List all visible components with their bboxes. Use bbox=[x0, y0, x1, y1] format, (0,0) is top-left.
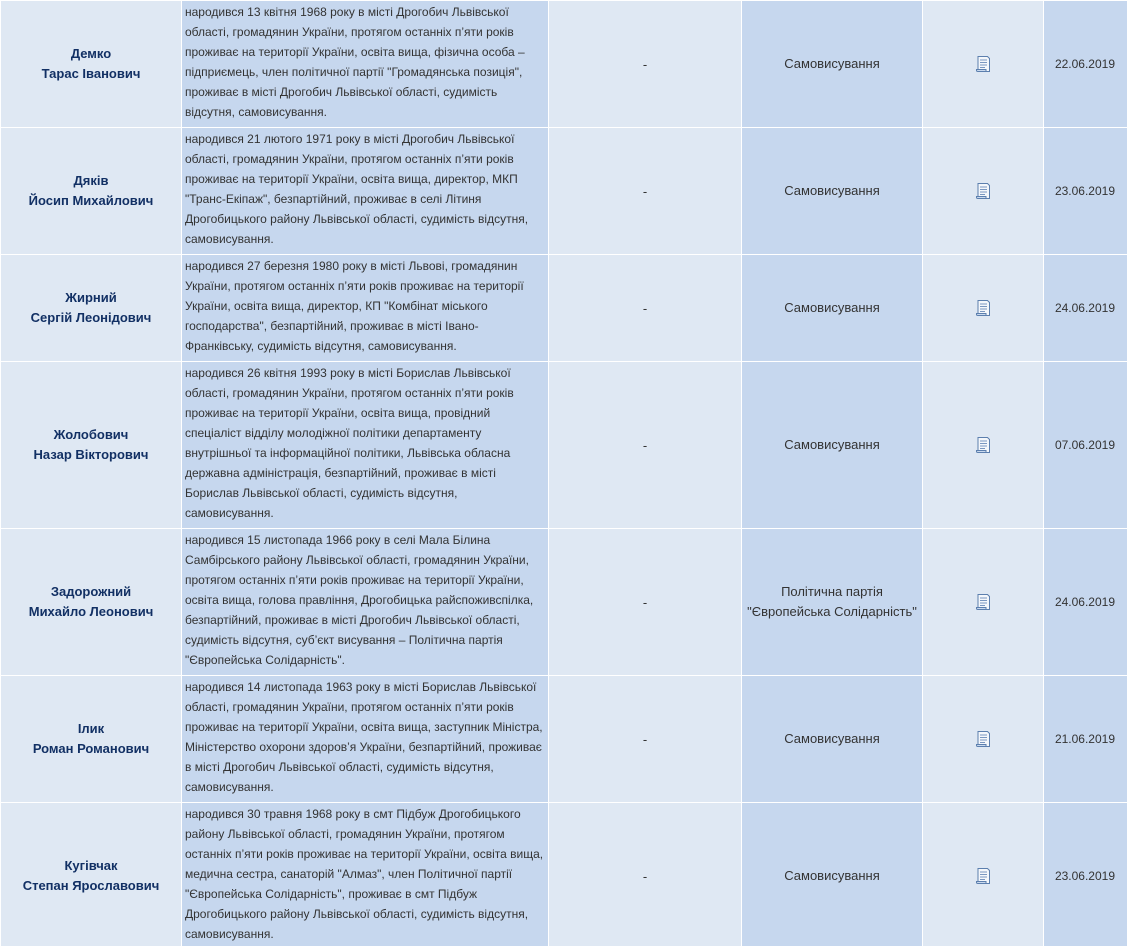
candidate-surname: Дяків bbox=[73, 173, 109, 188]
candidate-biography: народився 21 лютого 1971 року в місті Дрогобич Львівської області, громадянин України, протягом останніх п’яти років проживає на території України, освіта вища, директор, МКП "Транс-Екіпаж", безпартійний, проживає в селі Літиня Дрогобицького району Львівської області, судимість відсутня, самовисування. bbox=[182, 128, 549, 255]
candidate-document-cell bbox=[923, 803, 1044, 946]
candidate-empty-value: - bbox=[549, 255, 742, 362]
candidate-given-names: Сергій Леонідович bbox=[30, 310, 152, 325]
candidate-given-names: Роман Романович bbox=[32, 741, 150, 756]
candidate-name-cell bbox=[1, 676, 182, 803]
candidate-name-cell bbox=[1, 1, 182, 128]
candidate-surname: Жирний bbox=[65, 290, 117, 305]
candidate-biography: народився 15 листопада 1966 року в селі Мала Білина Самбірського району Львівської області, громадянин України, протягом останніх п’яти років проживає на території України, освіта вища, голова правління, Дрогобицька райспоживспілка, безпартійний, проживає в місті Дрогобич Львівської області, судимість відсутня, суб’єкт висування – Політична партія "Європейська Солідарність". bbox=[182, 529, 549, 676]
candidate-empty-value: - bbox=[549, 362, 742, 529]
candidate-biography: народився 13 квітня 1968 року в місті Дрогобич Львівської області, громадянин України, протягом останніх п’яти років проживає на території України, освіта вища, фізична особа – підприємець, член політичної партії "Громадянська позиція", проживає в місті Дрогобич Львівської області, судимість відсутня, самовисування. bbox=[182, 1, 549, 128]
candidate-document-cell bbox=[923, 255, 1044, 362]
candidate-registration-date: 23.06.2019 bbox=[1044, 128, 1128, 255]
candidate-registration-date: 21.06.2019 bbox=[1044, 676, 1128, 803]
candidate-row bbox=[1, 128, 1128, 255]
candidate-nominator: Самовисування bbox=[742, 362, 923, 529]
candidate-given-names: Йосип Михайлович bbox=[28, 193, 154, 208]
candidate-document-cell bbox=[923, 529, 1044, 676]
document-icon[interactable] bbox=[975, 867, 991, 885]
candidate-biography: народився 30 травня 1968 року в смт Підбуж Дрогобицького району Львівської області, громадянин України, протягом останніх п’яти років проживає на території України, освіта вища, медична сестра, санаторій "Алмаз", член Політичної партії "Європейська Солідарність", проживає в смт Підбуж Дрогобицького району Львівської області, судимість відсутня, самовисування. bbox=[182, 803, 549, 946]
candidate-nominator: Самовисування bbox=[742, 1, 923, 128]
candidate-given-names: Степан Ярославович bbox=[22, 878, 160, 893]
candidate-surname: Демко bbox=[70, 46, 112, 61]
candidate-document-cell bbox=[923, 676, 1044, 803]
candidate-name-cell bbox=[1, 529, 182, 676]
candidate-registration-date: 23.06.2019 bbox=[1044, 803, 1128, 946]
candidate-registration-date: 22.06.2019 bbox=[1044, 1, 1128, 128]
candidate-name-cell bbox=[1, 803, 182, 946]
candidate-document-cell bbox=[923, 128, 1044, 255]
candidate-surname: Ілик bbox=[77, 721, 105, 736]
candidate-given-names: Тарас Іванович bbox=[41, 66, 141, 81]
candidate-row bbox=[1, 676, 1128, 803]
candidate-name-cell bbox=[1, 128, 182, 255]
document-icon[interactable] bbox=[975, 730, 991, 748]
candidate-nominator: Самовисування bbox=[742, 803, 923, 946]
candidate-biography: народився 27 березня 1980 року в місті Львові, громадянин України, протягом останніх п’яти років проживає на території України, освіта вища, директор, КП "Комбінат міського господарства", безпартійний, проживає в місті Івано-Франківську, судимість відсутня, самовисування. bbox=[182, 255, 549, 362]
candidate-registration-date: 24.06.2019 bbox=[1044, 529, 1128, 676]
candidate-nominator: Політична партія "Європейська Солідарність" bbox=[742, 529, 923, 676]
candidate-given-names: Назар Вікторович bbox=[33, 447, 149, 462]
candidate-nominator: Самовисування bbox=[742, 676, 923, 803]
candidate-row bbox=[1, 1, 1128, 128]
document-icon[interactable] bbox=[975, 182, 991, 200]
candidate-empty-value: - bbox=[549, 1, 742, 128]
candidate-name-cell bbox=[1, 255, 182, 362]
candidate-empty-value: - bbox=[549, 128, 742, 255]
document-icon[interactable] bbox=[975, 55, 991, 73]
candidate-nominator: Самовисування bbox=[742, 128, 923, 255]
candidate-empty-value: - bbox=[549, 529, 742, 676]
candidate-row bbox=[1, 803, 1128, 946]
candidate-biography: народився 14 листопада 1963 року в місті Борислав Львівської області, громадянин України, протягом останніх п’яти років проживає на території України, освіта вища, заступник Міністра, Міністерство охорони здоров’я України, безпартійний, проживає в місті Дрогобич Львівської області, судимість відсутня, самовисування. bbox=[182, 676, 549, 803]
candidate-surname: Жолобович bbox=[53, 427, 129, 442]
candidate-surname: Кугівчак bbox=[64, 858, 118, 873]
candidate-given-names: Михайло Леонович bbox=[28, 604, 154, 619]
candidate-nominator: Самовисування bbox=[742, 255, 923, 362]
candidate-name-cell bbox=[1, 362, 182, 529]
candidate-row bbox=[1, 529, 1128, 676]
document-icon[interactable] bbox=[975, 436, 991, 454]
candidate-biography: народився 26 квітня 1993 року в місті Борислав Львівської області, громадянин України, протягом останніх п’яти років проживає на території України, освіта вища, провідний спеціаліст відділу молодіжної політики департаменту внутрішньої та інформаційної політики, Львівська обласна державна адміністрація, безпартійний, проживає в місті Борислав Львівської області, судимість відсутня, самовисування. bbox=[182, 362, 549, 529]
candidate-row bbox=[1, 362, 1128, 529]
candidate-registration-date: 07.06.2019 bbox=[1044, 362, 1128, 529]
candidate-document-cell bbox=[923, 1, 1044, 128]
document-icon[interactable] bbox=[975, 299, 991, 317]
candidate-empty-value: - bbox=[549, 803, 742, 946]
candidate-registration-date: 24.06.2019 bbox=[1044, 255, 1128, 362]
candidate-surname: Задорожний bbox=[50, 584, 132, 599]
candidate-document-cell bbox=[923, 362, 1044, 529]
document-icon[interactable] bbox=[975, 593, 991, 611]
candidate-empty-value: - bbox=[549, 676, 742, 803]
candidate-row bbox=[1, 255, 1128, 362]
